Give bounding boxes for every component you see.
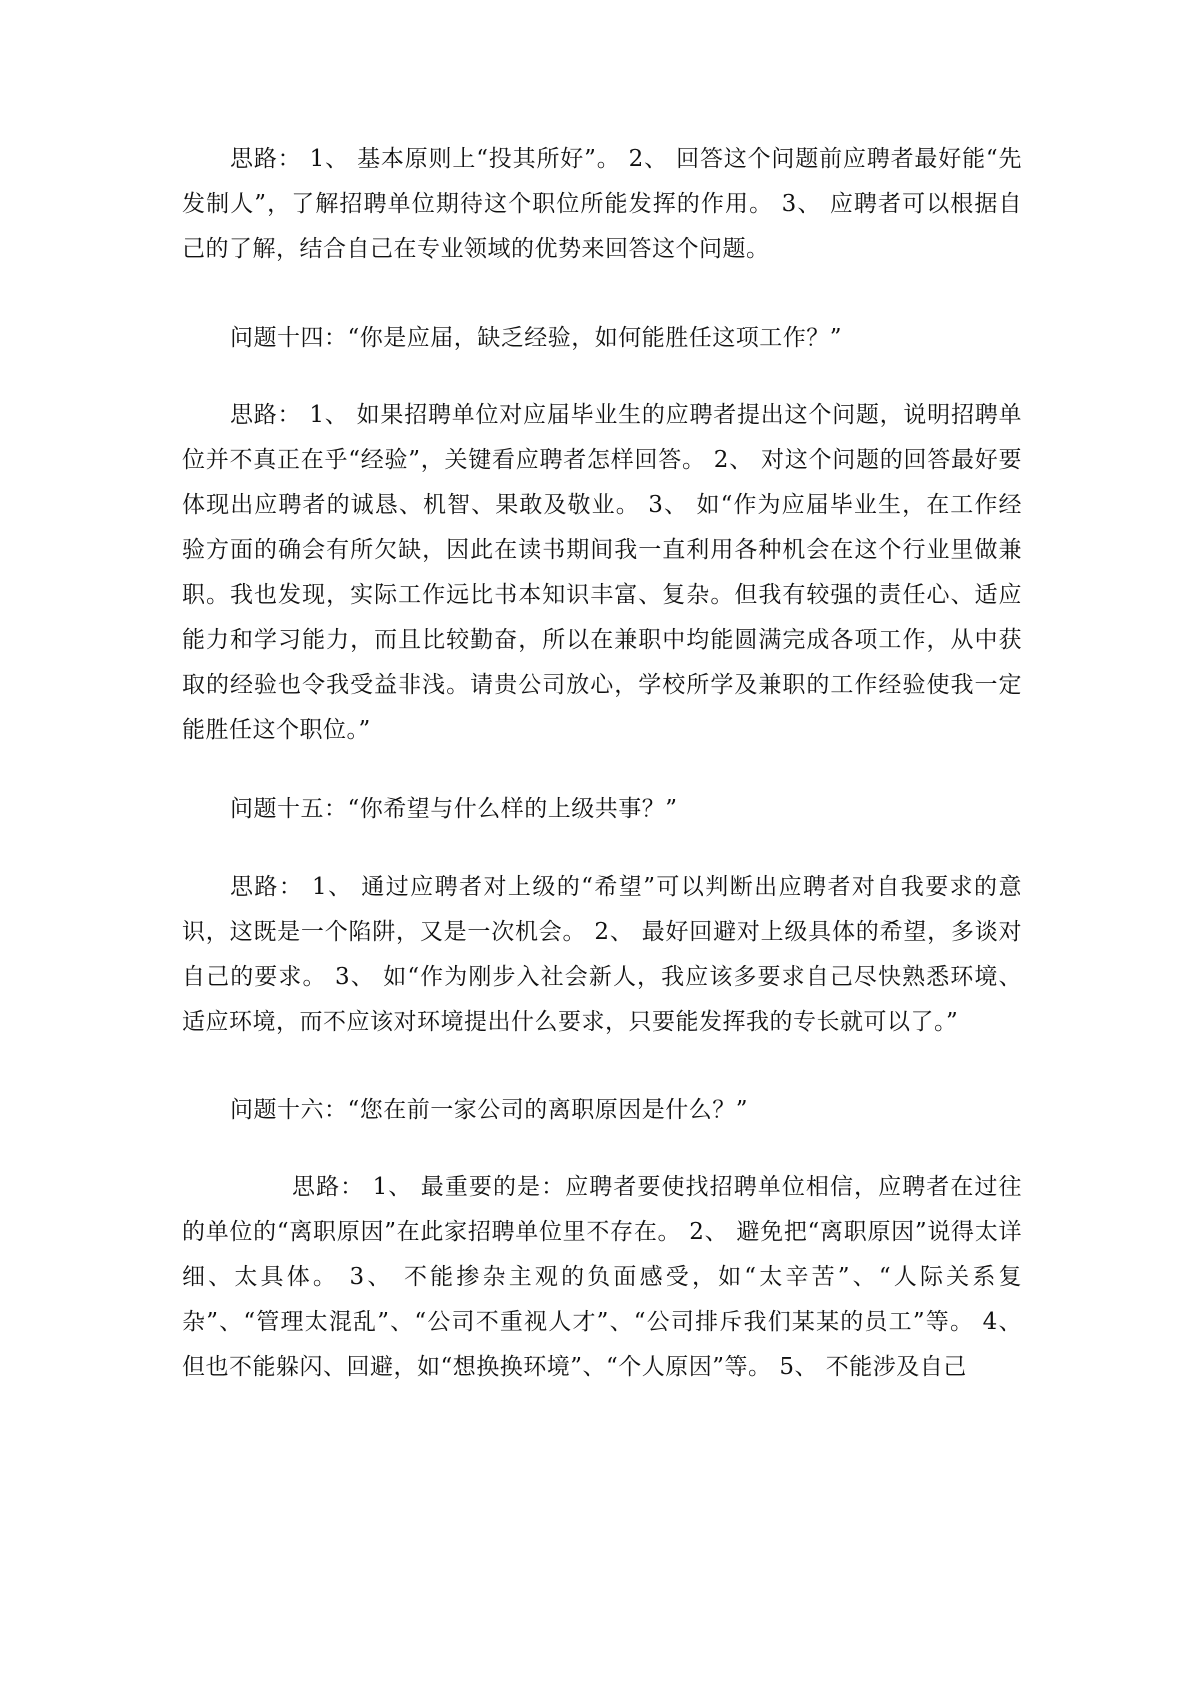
- question-16-heading: 问题十六：“您在前一家公司的离职原因是什么？”: [230, 1097, 749, 1123]
- paragraph-thinking-15: 思路： 1、 通过应聘者对上级的“希望”可以判断出应聘者对自我要求的意识，这既是一个陷阱，又是一次机会。 2、 最好回避对上级具体的希望，多谈对自己的要求。 3、 如“作为刚步入社会新人，我应该多要求自己尽快熟悉环境、适应环境，而不应该对环境提出什么要求，只要能发挥我的专长就可以了。”: [182, 874, 1022, 1035]
- question-15-heading: 问题十五：“你希望与什么样的上级共事？”: [230, 796, 678, 822]
- paragraph-thinking-13: 思路： 1、 基本原则上“投其所好”。 2、 回答这个问题前应聘者最好能“先发制人”，了解招聘单位期待这个职位所能发挥的作用。 3、 应聘者可以根据自己的了解，结合自己在专业领域的优势来回答这个问题。: [182, 146, 1022, 262]
- paragraph-thinking-14: 思路： 1、 如果招聘单位对应届毕业生的应聘者提出这个问题，说明招聘单位并不真正在乎“经验”，关键看应聘者怎样回答。 2、 对这个问题的回答最好要体现出应聘者的诚恳、机智、果敢及敬业。 3、 如“作为应届毕业生，在工作经验方面的确会有所欠缺，因此在读书期间我一直利用各种机会在这个行业里做兼职。我也发现，实际工作远比书本知识丰富、复杂。但我有较强的责任心、适应能力和学习能力，而且比较勤奋，所以在兼职中均能圆满完成各项工作，从中获取的经验也令我受益非浅。请贵公司放心，学校所学及兼职的工作经验使我一定能胜任这个职位。”: [182, 402, 1022, 743]
- question-14-heading: 问题十四：“你是应届，缺乏经验，如何能胜任这项工作？”: [230, 325, 843, 351]
- paragraph-thinking-16: 思路： 1、 最重要的是：应聘者要使找招聘单位相信，应聘者在过往的单位的“离职原因”在此家招聘单位里不存在。 2、 避免把“离职原因”说得太详细、太具体。 3、 不能掺杂主观的负面感受，如“太辛苦”、“人际关系复杂”、“管理太混乱”、“公司不重视人才”、“公司排斥我们某某的员工”等。 4、 但也不能躲闪、回避，如“想换换环境”、“个人原因”等。 5、 不能涉及自己: [182, 1174, 1022, 1380]
